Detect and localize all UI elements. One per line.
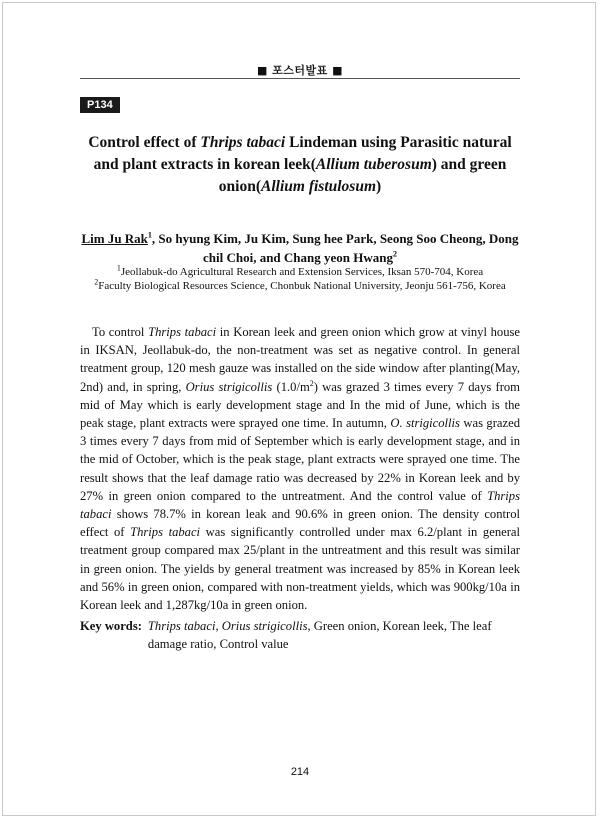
title-part: Control effect of: [88, 134, 201, 151]
author-list: [80, 229, 520, 267]
keyword-text: , Green onion, Korean leek, The leaf damage ratio, Control value: [147, 619, 492, 651]
header-divider: [80, 78, 520, 79]
affiliation-line: [80, 279, 520, 293]
page-number: 214: [290, 766, 310, 778]
coauthors: , So hyung Kim, Ju Kim, Sung hee Park, Seong Soo Cheong, Dong chil Choi, and Chang yeon Hwang: [151, 231, 519, 265]
affil-text: Faculty Biological Resources Science, Chonbuk National University, Jeonju 561-756, Korea: [98, 280, 506, 292]
keyword-sep: ,: [215, 619, 222, 633]
affiliation-line: [80, 265, 520, 279]
affil-text: Jeollabuk-do Agricultural Research and Extension Services, Iksan 570-704, Korea: [120, 266, 484, 278]
species-name: Thrips tabaci: [80, 488, 520, 522]
abstract-text: To control: [92, 325, 149, 339]
author-affil-mark: 1: [147, 230, 152, 240]
affil-mark: 2: [94, 277, 99, 287]
species-name: Orius strigicollis: [185, 379, 273, 394]
affil-mark: 1: [116, 263, 121, 273]
first-author: Lim Ju Rak: [81, 231, 148, 246]
abstract-text: (1.0/m: [272, 379, 310, 394]
poster-id-badge: P134: [80, 97, 120, 113]
abstract-text: was grazed 3 times every 7 days from mid of September which is early development stage, and in the mid of October, which is the peak stage, plant extracts were sprayed one time. The result shows that the leaf damage ratio was decreased by 22% in Korean leek and by 27% in green onion compared to the untreatment. And the control value of: [80, 416, 520, 503]
keywords-list: [148, 617, 520, 653]
title-species: Allium fistulosum: [261, 178, 377, 195]
superscript: 2: [309, 378, 314, 388]
abstract-text: was significantly controlled under max 6.2/plant in general treatment group compared max 25/plant in the untreatment and this result was similar in green onion. The yields by general treatment was increased by 85% in Korean leek and 56% in green onion, compared with non-treatment yields, which was 900kg/10a in Korean leek and 1,287kg/10a in green onion.: [80, 525, 520, 613]
abstract: [80, 323, 520, 614]
title-part: Lindeman using Parasitic natural and plant extracts in korean leek(: [93, 134, 512, 173]
abstract-text: shows 78.7% in korean leak and 90.6% in green onion. The density control effect of: [80, 507, 520, 540]
keyword-species: Thrips tabaci: [147, 619, 216, 633]
author-affil-mark: 2: [393, 249, 397, 259]
abstract-text: ) was grazed 3 times every 7 days from mid of May which is early development stage and In the mid of June, which is the peak stage, plant extracts were sprayed one time. In autumn,: [80, 379, 520, 431]
species-name: Thrips tabaci: [148, 325, 217, 339]
species-name: O. strigicollis: [390, 416, 460, 431]
abstract-paragraph: [80, 323, 520, 614]
title-part: ): [376, 178, 382, 195]
paper-title: [80, 132, 520, 198]
species-name: Thrips tabaci: [130, 525, 201, 540]
keywords: [80, 617, 520, 653]
affiliations: [80, 265, 520, 293]
section-label: ■ 포스터발표 ■: [256, 64, 344, 77]
keywords-label: Key words:: [80, 619, 142, 633]
title-species: Thrips tabaci: [200, 134, 286, 151]
keyword-species: Orius strigicollis: [221, 619, 308, 633]
title-part: ) and green onion(: [218, 156, 507, 195]
abstract-text: in Korean leek and green onion which grow at vinyl house in IKSAN, Jeollabuk-do, the non-treatment was set as negative control. In general treatment group, 120 mesh gauze was installed on the side window after planting(May, 2nd) and, in spring,: [80, 325, 520, 394]
title-species: Allium tuberosum: [315, 156, 432, 173]
